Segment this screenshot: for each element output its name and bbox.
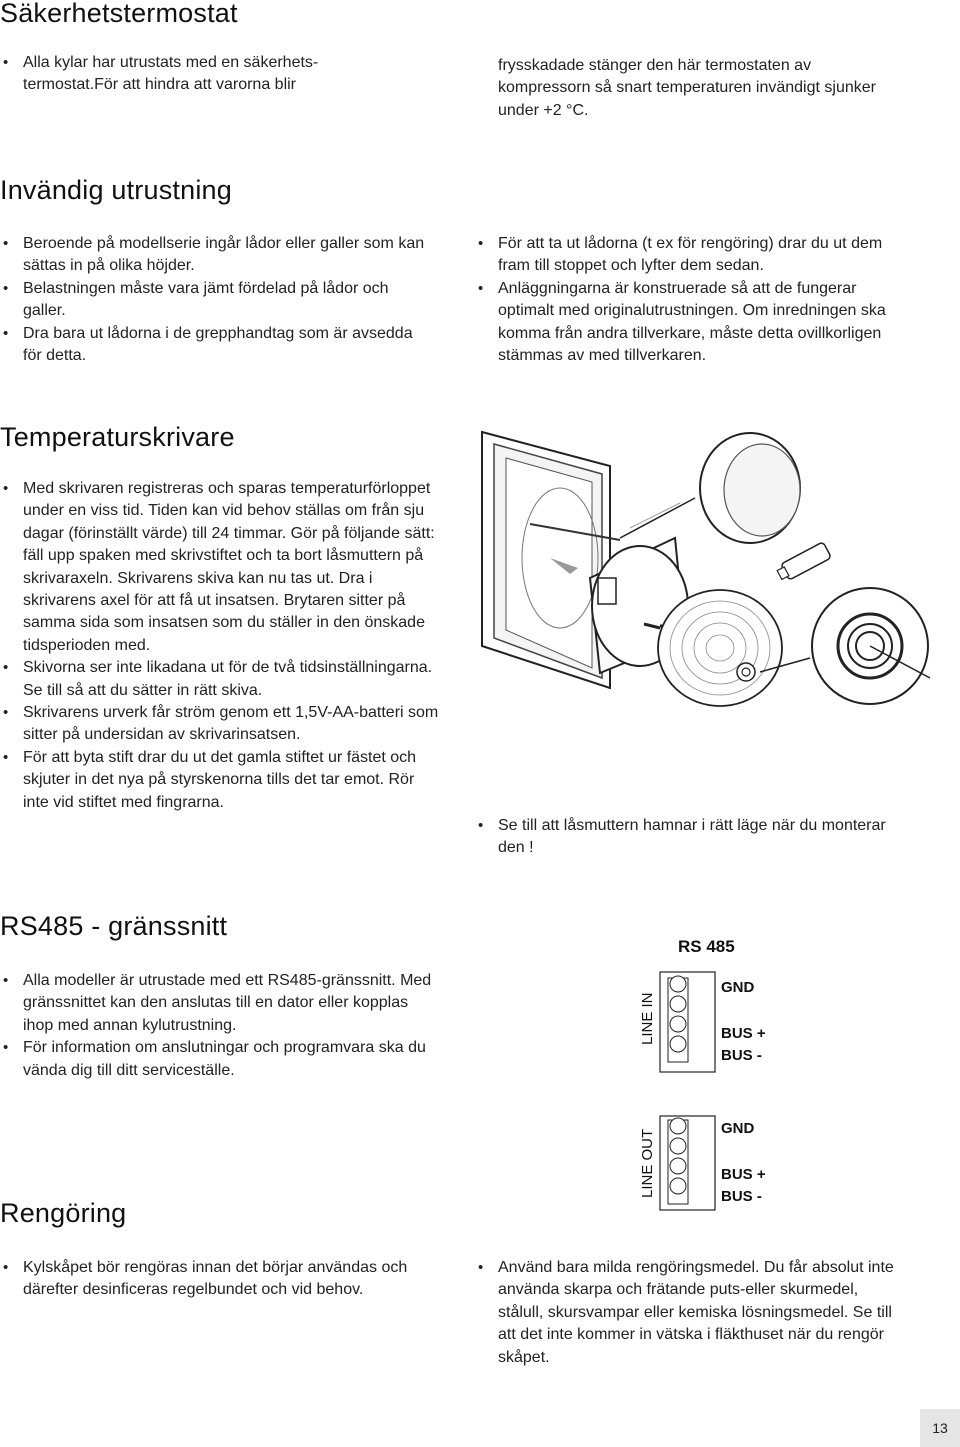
list-item: • Skivorna ser inte likadana ut för de två tidsinställningarna. Se till så att du sätter in rätt skiva. xyxy=(0,657,440,702)
temperature-recorder-illustration xyxy=(470,428,940,718)
text-sakerhet-right: frysskadade stänger den här termostaten av kompressorn så snart temperaturen invändigt sjunker under +2 °C. xyxy=(498,57,876,119)
line-out-bus-minus: BUS - xyxy=(721,1188,762,1205)
list-item: • För att byta stift drar du ut det gamla stiftet ur fästet och skjuter in det nya på styrskenorna tills det tar emot. Rör inte vid stiftet med fingrarna. xyxy=(0,747,440,814)
list-rs485-left xyxy=(0,970,432,1082)
terminal-screw xyxy=(670,1158,686,1174)
list-item: • För att ta ut lådorna (t ex för rengöring) drar du ut dem fram till stoppet och lyfter dem sedan. xyxy=(475,233,915,278)
list-item: • Belastningen måste vara jämt fördelad på lådor och galler. xyxy=(0,278,432,323)
line-in-label: LINE IN xyxy=(639,992,656,1045)
list-item: • Beroende på modellserie ingår lådor eller galler som kan sättas in på olika höjder. xyxy=(0,233,432,278)
heading-invandig-utrustning: Invändig utrustning xyxy=(0,175,232,205)
heading-sakerhetstermostat: Säkerhetstermostat xyxy=(0,0,238,28)
heading-rengoring: Rengöring xyxy=(0,1198,127,1228)
terminal-screw xyxy=(670,996,686,1012)
heading-temperaturskrivare: Temperaturskrivare xyxy=(0,422,235,452)
list-rengoring-right xyxy=(475,1257,895,1369)
rs485-title: RS 485 xyxy=(678,937,735,956)
list-temp-right xyxy=(475,815,915,860)
list-item: • Dra bara ut lådorna i de grepphandtag som är avsedda för detta. xyxy=(0,323,432,368)
list-item: • Alla modeller är utrustade med ett RS485-gränssnitt. Med gränssnittet kan den anslutas till en dator eller kopplas ihop med annan kylutrustning. xyxy=(0,970,432,1037)
list-sakerhet-left xyxy=(0,52,400,97)
list-item: • Kylskåpet bör rengöras innan det börjar användas och därefter desinficeras regelbundet och vid behov. xyxy=(0,1257,445,1302)
list-temp-left xyxy=(0,478,440,814)
terminal-screw xyxy=(670,1178,686,1194)
terminal-screw xyxy=(670,1118,686,1134)
list-item: • Använd bara milda rengöringsmedel. Du får absolut inte använda skarpa och frätande puts-eller skurmedel, stålull, skursvampar eller kemiska lösningsmedel. Se till att det inte kommer in vätska i fläkthuset när du rengör skåpet. xyxy=(475,1257,895,1369)
terminal-screw xyxy=(670,1016,686,1032)
terminal-screw xyxy=(670,976,686,992)
list-rengoring-left xyxy=(0,1257,445,1302)
line-in-bus-minus: BUS - xyxy=(721,1047,762,1064)
heading-rs485: RS485 - gränssnitt xyxy=(0,911,228,941)
list-item: • Anläggningarna är konstruerade så att de fungerar optimalt med originalutrustningen. Om inredningen ska komma från andra tillverkare, måste detta ovillkorligen stämmas av med tillverkaren. xyxy=(475,278,915,368)
list-item: • Skrivarens urverk får ström genom ett 1,5V-AA-batteri som sitter på undersidan av skrivarinsatsen. xyxy=(0,702,440,747)
terminal-screw xyxy=(670,1036,686,1052)
list-item: • Alla kylar har utrustats med en säkerhets-termostat.För att hindra att varorna blir xyxy=(0,52,400,97)
list-invandig-left xyxy=(0,233,432,367)
line-in-gnd: GND xyxy=(721,979,755,996)
line-in-bus-plus: BUS + xyxy=(721,1025,766,1042)
list-invandig-right xyxy=(475,233,915,367)
list-item: • Se till att låsmuttern hamnar i rätt läge när du monterar den ! xyxy=(475,815,915,860)
line-out-bus-plus: BUS + xyxy=(721,1166,766,1183)
list-item: • För information om anslutningar och programvara ska du vända dig till ditt serviceställe. xyxy=(0,1037,432,1082)
terminal-screw xyxy=(670,1138,686,1154)
page-number: 13 xyxy=(920,1409,960,1447)
line-out-gnd: GND xyxy=(721,1120,755,1137)
rs485-terminal-diagram xyxy=(600,920,820,1220)
list-item: • Med skrivaren registreras och sparas temperaturförloppet under en viss tid. Tiden kan vid behov ställas om från sju dagar (förinställt värde) till 24 timmar. Gör på följande sätt: fäll upp spaken med skrivstiftet och ta bort låsmuttern på skrivaraxeln. Skrivarens skiva kan nu tas ut. Dra i skrivarens axel för att få ut insatsen. Brytaren sitter på samma sida som insatsen som du ställer in den önskade tidsperioden med. xyxy=(0,478,440,657)
line-out-label: LINE OUT xyxy=(639,1128,656,1198)
